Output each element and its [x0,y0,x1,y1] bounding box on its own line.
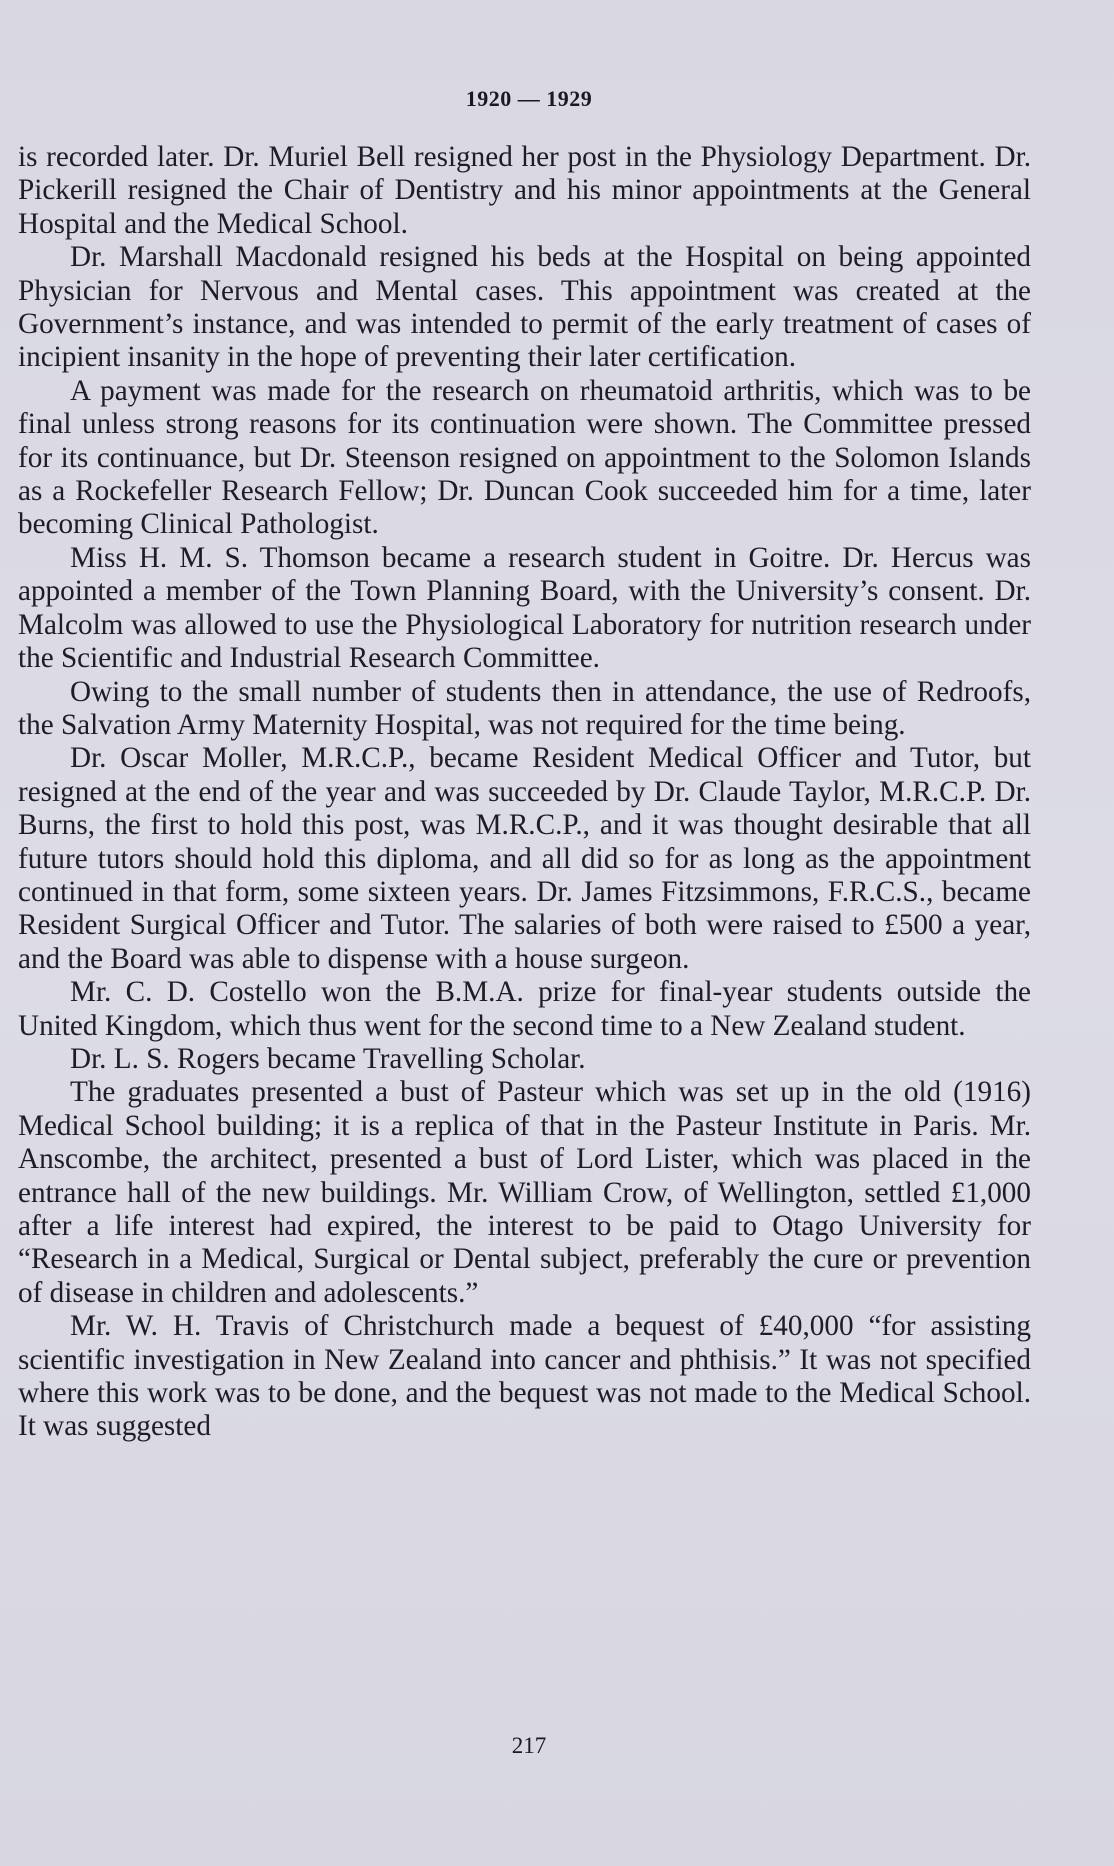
paragraph: Dr. Marshall Macdonald resigned his beds at the Hospital on being appointed Physician for Nervous and Mental cases. This appointment was created at the Government’s instance, and was intended to permit of the early treatment of cases of incipient insanity in the hope of preventing their later certification. [18,241,1031,374]
paragraph: Mr. W. H. Travis of Christchurch made a bequest of £40,000 “for assisting scientific investigation in New Zealand into cancer and phthisis.” It was not specified where this work was to be done, and the bequest was not made to the Medical School. It was suggested [18,1310,1031,1443]
paragraph: A payment was made for the research on rheumatoid arthritis, which was to be final unless strong reasons for its continuation were shown. The Committee pressed for its continuance, but Dr. Steenson resigned on appointment to the Solomon Islands as a Rockefeller Research Fellow; Dr. Duncan Cook succeeded him for a time, later becoming Clinical Pathologist. [18,374,1031,541]
page-number: 217 [511,1733,547,1758]
paragraph: Miss H. M. S. Thomson became a research student in Goitre. Dr. Hercus was appointed a member of the Town Planning Board, with the University’s consent. Dr. Malcolm was allowed to use the Physiological Laboratory for nutrition research under the Scientific and Industrial Research Committee. [18,541,1031,675]
paragraph: Dr. Oscar Moller, M.R.C.P., became Resident Medical Officer and Tutor, but resigned at the end of the year and was succeeded by Dr. Claude Taylor, M.R.C.P. Dr. Burns, the first to hold this post, was M.R.C.P., and it was thought desirable that all future tutors should hold this diploma, and all did so for as long as the appointment continued in that form, some sixteen years. Dr. James Fitzsimmons, F.R.C.S., became Resident Surgical Officer and Tutor. The salaries of both were raised to £500 a year, and the Board was able to dispense with a house surgeon. [18,742,1031,975]
running-head: 1920 — 1929 [465,86,593,111]
paragraph: The graduates presented a bust of Pasteur which was set up in the old (1916) Medical School building; it is a replica of that in the Pasteur Institute in Paris. Mr. Anscombe, the architect, presented a bust of Lord Lister, which was placed in the entrance hall of the new buildings. Mr. William Crow, of Wellington, settled £1,000 after a life interest had expired, the interest to be paid to Otago University for “Research in a Medical, Surgical or Dental subject, preferably the cure or prevention of disease in children and adolescents.” [18,1076,1031,1309]
paragraph: is recorded later. Dr. Muriel Bell resigned her post in the Physiology Department. Dr. Pickerill resigned the Chair of Dentistry and his minor appointments at the General Hospital and the Medical School. [18,141,1031,240]
paragraph: Dr. L. S. Rogers became Travelling Scholar. [70,1042,586,1075]
paragraph: Owing to the small number of students then in attendance, the use of Redroofs, the Salvation Army Maternity Hospital, was not required for the time being. [18,675,1031,741]
paragraph: Mr. C. D. Costello won the B.M.A. prize for final-year students outside the United Kingdom, which thus went for the second time to a New Zealand student. [18,976,1031,1042]
body-text [18,141,1031,1444]
